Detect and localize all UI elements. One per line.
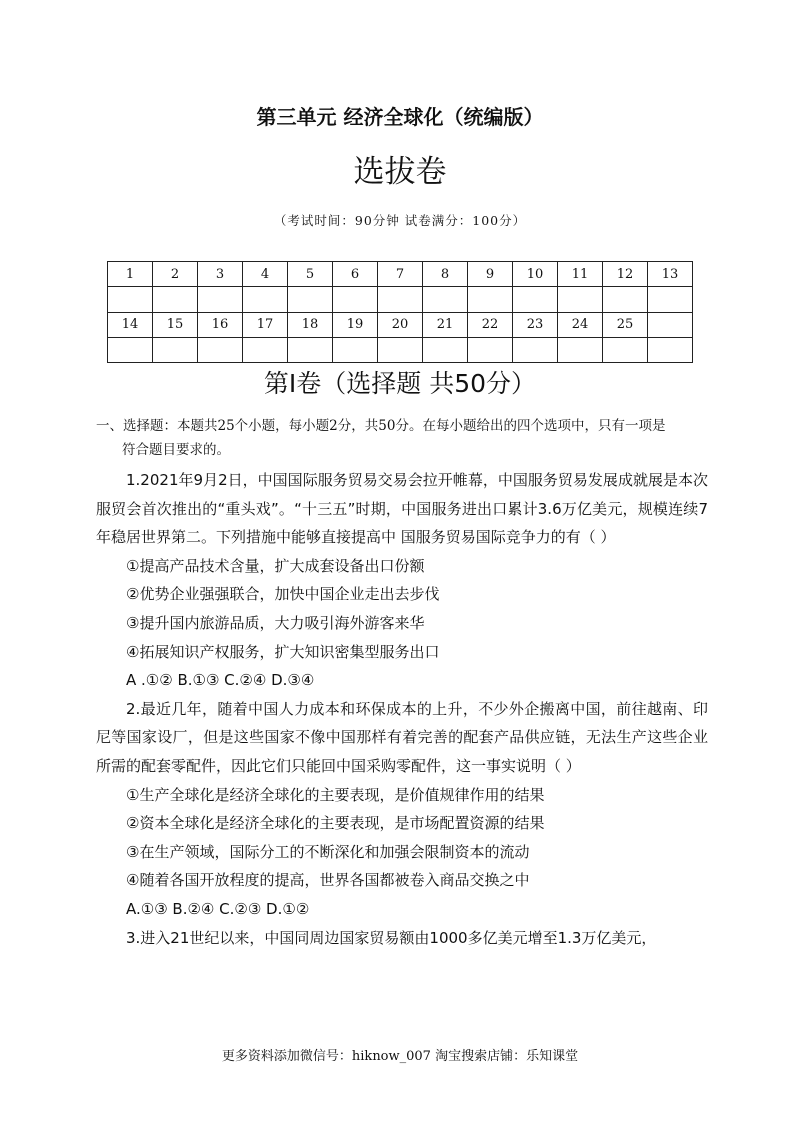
grid-cell: 12 [603,262,648,287]
grid-cell: 13 [648,262,693,287]
instructions-line: 一、选择题：本题共25个小题，每小题2分，共50分。在每小题给出的四个选项中，只有一项是 [96,418,666,434]
question-2 [96,695,708,924]
question-option: ①提高产品技术含量，扩大成套设备出口份额 [126,556,425,575]
question-option: ②资本全球化是经济全球化的主要表现，是市场配置资源的结果 [126,814,545,833]
answer-blank [288,337,333,362]
question-stem: 2.最近几年，随着中国人力成本和环保成本的上升，不少外企搬离中国，前往越南、印尼等国家设厂，但是这些国家不像中国那样有着完善的配套产品供应链，无法生产这些企业所需的配套零配件，因此它们只能回中国采购零配件，这一事实说明（ ） [96,699,708,775]
exam-info: （考试时间：90分钟 试卷满分：100分） [273,213,527,228]
grid-cell: 3 [198,262,243,287]
answer-blank [243,287,288,312]
answer-blank [378,287,423,312]
question-option: ④拓展知识产权服务，扩大知识密集型服务出口 [126,642,440,661]
question-option: ③在生产领域，国际分工的不断深化和加强会限制资本的流动 [126,842,530,861]
answer-blank [603,287,648,312]
page-subtitle: 选拔卷 [353,154,447,190]
grid-cell: 2 [153,262,198,287]
grid-cell: 11 [558,262,603,287]
answer-choices: A .①② B.①③ C.②④ D.③④ [126,671,315,690]
grid-cell: 10 [513,262,558,287]
grid-cell: 4 [243,262,288,287]
question-option: ②优势企业强强联合，加快中国企业走出去步伐 [126,585,440,604]
answer-blank [108,287,153,312]
answer-blank [558,287,603,312]
section-heading: 第I卷（选择题 共50分） [263,369,537,398]
question-1 [96,466,708,695]
grid-cell: 7 [378,262,423,287]
page-title: 第三单元 经济全球化（统编版） [256,105,544,129]
grid-cell: 17 [243,312,288,337]
answer-blank [648,337,693,362]
answer-blank [243,337,288,362]
answer-blank [468,287,513,312]
question-option: ④随着各国开放程度的提高，世界各国都被卷入商品交换之中 [126,871,530,890]
answer-blank [333,337,378,362]
answer-blank [468,337,513,362]
grid-cell: 1 [108,262,153,287]
answer-blank [198,287,243,312]
answer-blank [288,287,333,312]
grid-cell: 5 [288,262,333,287]
grid-answer-row [108,337,693,362]
grid-cell: 20 [378,312,423,337]
question-list [96,466,708,952]
grid-number-row [108,262,693,287]
answer-blank [603,337,648,362]
answer-blank [198,337,243,362]
answer-blank [108,337,153,362]
answer-blank [333,287,378,312]
grid-cell: 24 [558,312,603,337]
grid-cell: 8 [423,262,468,287]
answer-blank [423,337,468,362]
answer-blank [648,287,693,312]
grid-cell: 21 [423,312,468,337]
question-stem: 1.2021年9月2日，中国国际服务贸易交易会拉开帷幕，中国服务贸易发展成就展是本次服贸会首次推出的“重头戏”。“十三五”时期，中国服务进出口累计3.6万亿美元，规模连续7年稳居世界第二。下列措施中能够直接提高中 国服务贸易国际竞争力的有（ ） [96,471,708,547]
answer-blank [513,287,558,312]
answer-blank [558,337,603,362]
question-option: ①生产全球化是经济全球化的主要表现，是价值规律作用的结果 [126,785,545,804]
answer-grid [107,261,693,363]
answer-blank [423,287,468,312]
question-option: ③提升国内旅游品质，大力吸引海外游客来华 [126,613,425,632]
grid-cell: 23 [513,312,558,337]
grid-cell: 14 [108,312,153,337]
grid-cell: 25 [603,312,648,337]
grid-answer-row [108,287,693,312]
grid-cell: 15 [153,312,198,337]
instructions-line: 符合题目要求的。 [122,442,230,458]
grid-cell: 19 [333,312,378,337]
grid-cell: 16 [198,312,243,337]
grid-cell: 18 [288,312,333,337]
grid-cell: 22 [468,312,513,337]
grid-cell [648,312,693,337]
answer-blank [513,337,558,362]
answer-blank [153,287,198,312]
grid-cell: 6 [333,262,378,287]
footer-note: 更多资料添加微信号：hiknow_007 淘宝搜索店铺：乐知课堂 [221,1049,579,1064]
answer-blank [378,337,423,362]
question-stem: 3.进入21世纪以来，中国同周边国家贸易额由1000多亿美元增至1.3万亿美元， [126,928,657,947]
question-3 [96,924,708,953]
grid-number-row [108,312,693,337]
grid-cell: 9 [468,262,513,287]
instructions [96,414,706,462]
answer-choices: A.①③ B.②④ C.②③ D.①② [126,899,310,918]
answer-blank [153,337,198,362]
